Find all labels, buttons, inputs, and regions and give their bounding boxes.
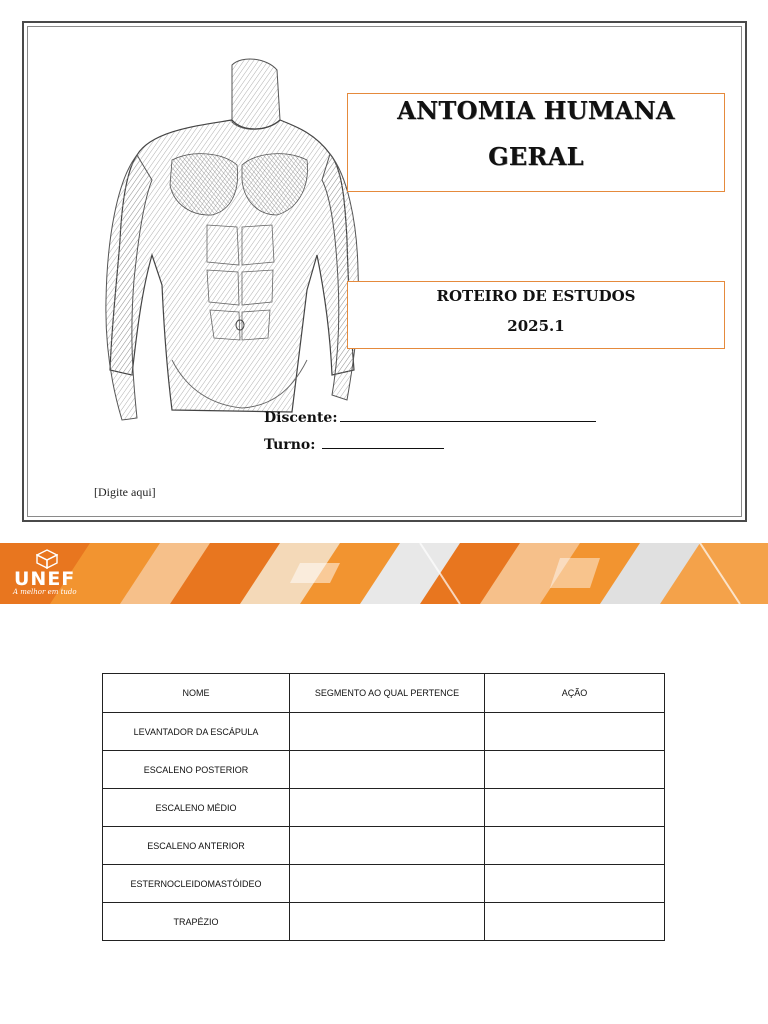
subtitle-line-2: 2025.1 [507,317,565,335]
action-cell[interactable] [485,865,665,903]
row-name: ESCALENO ANTERIOR [103,827,290,865]
segment-cell[interactable] [290,865,485,903]
unef-logo-cube-icon [36,549,58,569]
row-name: ESCALENO MÉDIO [103,789,290,827]
discente-field [264,409,596,426]
action-cell[interactable] [485,789,665,827]
table-row [103,903,665,941]
row-name: ESTERNOCLEIDOMASTÓIDEO [103,865,290,903]
header-nome: NOME [103,674,290,713]
action-cell[interactable] [485,751,665,789]
action-cell[interactable] [485,713,665,751]
row-name: LEVANTADOR DA ESCÁPULA [103,713,290,751]
turno-blank-line[interactable] [322,436,444,449]
subtitle-box [347,281,725,349]
placeholder-text[interactable]: [Digite aqui] [94,485,156,499]
title-line-1: ANTOMIA HUMANA [397,96,675,125]
subtitle-line-1: ROTEIRO DE ESTUDOS [436,287,636,305]
muscle-study-table [102,673,665,941]
table-row [103,789,665,827]
turno-label: Turno: [264,437,316,453]
row-name: ESCALENO POSTERIOR [103,751,290,789]
table-row [103,827,665,865]
title-line-2: GERAL [488,142,584,171]
discente-label: Discente: [264,410,338,426]
segment-cell[interactable] [290,751,485,789]
segment-cell[interactable] [290,713,485,751]
header-segmento: SEGMENTO AO QUAL PERTENCE [290,674,485,713]
segment-cell[interactable] [290,789,485,827]
segment-cell[interactable] [290,827,485,865]
table-row [103,713,665,751]
unef-logo-text: UNEF [14,568,76,590]
unef-logo-tagline: A melhor em tudo [13,588,77,596]
action-cell[interactable] [485,827,665,865]
decorative-banner [0,543,768,604]
header-acao: AÇÃO [485,674,665,713]
segment-cell[interactable] [290,903,485,941]
action-cell[interactable] [485,903,665,941]
table-row [103,751,665,789]
turno-field [264,436,444,453]
table-row [103,865,665,903]
row-name: TRAPÉZIO [103,903,290,941]
anatomy-torso-illustration [92,40,377,455]
table-header-row [103,674,665,713]
title-box [347,93,725,192]
discente-blank-line[interactable] [340,409,596,422]
